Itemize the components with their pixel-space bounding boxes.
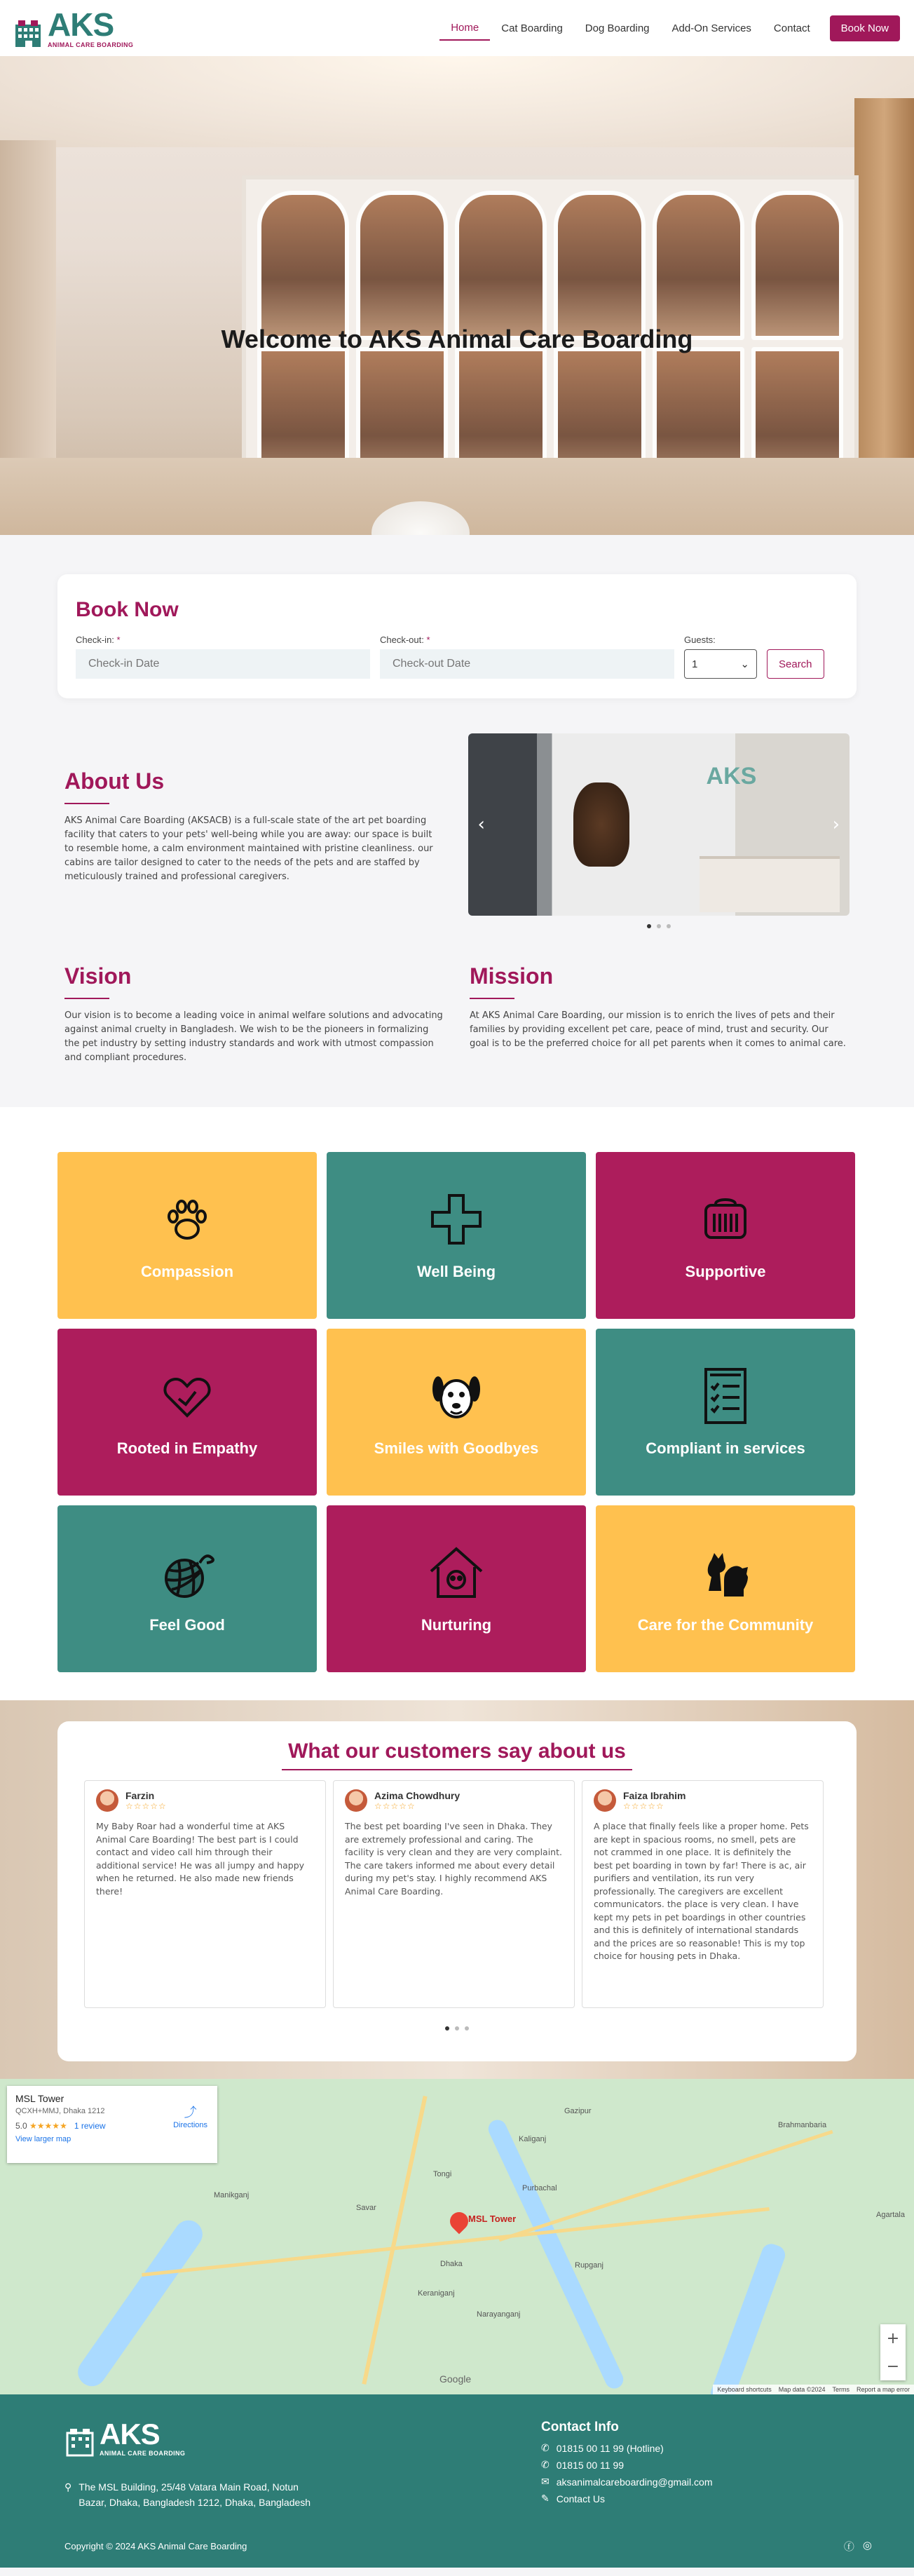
mission-text: At AKS Animal Care Boarding, our mission is to enrich the lives of pets and their families by providing excellent pet care, peace of mind, trust and security. Our goal is to be the preferred choice for all pet parents when it comes to animal care. <box>470 1010 846 1049</box>
zoom-in-button[interactable]: + <box>886 2329 900 2347</box>
testimonial-dots <box>84 2026 830 2031</box>
value-card-supportive <box>596 1152 855 1319</box>
reviews-list <box>84 1780 830 2008</box>
about-section <box>64 733 850 928</box>
map-pin-label: MSL Tower <box>468 2214 517 2224</box>
review-text: My Baby Roar had a wonderful time at AKS Animal Care Boarding! The best part is I could contact and video call him through their additional service! He was all jumpy and happy when he returned. He also made new friends there! <box>96 1821 305 1897</box>
search-button[interactable]: Search <box>767 649 824 679</box>
facebook-icon[interactable]: ⓕ <box>843 2541 854 2553</box>
map-rating: 5.0 ★★★★★ 1 review <box>15 2121 106 2131</box>
map-place-label: Rupganj <box>575 2261 603 2270</box>
carousel-dot[interactable] <box>647 924 651 928</box>
brand-name: AKS <box>48 6 114 43</box>
map-place-label: Gazipur <box>564 2107 592 2115</box>
hero-ceiling <box>0 56 914 147</box>
value-card-nurturing <box>327 1505 586 1672</box>
top-navbar <box>0 0 914 56</box>
carousel-dots <box>468 924 850 928</box>
checklist-icon <box>696 1367 755 1425</box>
copyright: Copyright © 2024 AKS Animal Care Boarding <box>64 2541 247 2551</box>
footer-address: ⚲ The MSL Building, 25/48 Vatara Main Road, Notun Bazar, Dhaka, Bangladesh 1212, Dhaka, Bangladesh <box>64 2479 317 2510</box>
guests-value: 1 <box>692 658 698 670</box>
brand-tagline: ANIMAL CARE BOARDING <box>48 41 134 48</box>
values-section <box>0 1107 914 1700</box>
guests-label: Guests: <box>684 635 716 645</box>
river <box>708 2241 788 2394</box>
map-place-label: Kaliganj <box>519 2135 547 2143</box>
instagram-icon[interactable]: ◎ <box>862 2540 872 2551</box>
nav-home[interactable]: Home <box>439 16 490 41</box>
review-card <box>84 1780 326 2008</box>
dog-face-icon <box>427 1367 486 1425</box>
carousel-next-icon[interactable]: › <box>832 814 840 835</box>
value-card-feel-good <box>57 1505 317 1672</box>
reception-sign: AKS <box>706 763 757 789</box>
about-carousel <box>468 733 850 928</box>
review-card <box>333 1780 575 2008</box>
values-grid <box>57 1152 857 1672</box>
value-label: Well Being <box>416 1263 496 1280</box>
footer-logo[interactable] <box>64 2420 317 2457</box>
brand-name: AKS <box>100 2418 160 2450</box>
avatar <box>96 1789 118 1812</box>
medical-cross-icon <box>427 1190 486 1249</box>
map-place-label: Keraniganj <box>418 2289 455 2298</box>
value-card-well-being <box>327 1152 586 1319</box>
testimonial-dot[interactable] <box>445 2026 449 2031</box>
yarn-ball-icon <box>158 1543 217 1602</box>
value-label: Compassion <box>140 1263 234 1280</box>
map-place-label: Manikganj <box>214 2191 250 2199</box>
rating-stars: ☆☆☆☆☆ <box>125 1801 167 1811</box>
rating-stars: ☆☆☆☆☆ <box>374 1801 416 1811</box>
review-card <box>582 1780 824 2008</box>
report-map-error-link[interactable]: Report a map error <box>856 2386 910 2393</box>
main-menu <box>439 15 900 41</box>
content-section <box>0 574 914 1700</box>
cat-and-dog-icon <box>696 1543 755 1602</box>
value-label: Nurturing <box>421 1616 492 1634</box>
book-now-button[interactable]: Book Now <box>830 15 900 41</box>
hotline-phone[interactable]: ✆ 01815 00 11 99 (Hotline) <box>541 2442 664 2454</box>
chevron-down-icon: ⌄ <box>740 658 749 670</box>
carousel-dot[interactable] <box>657 924 661 928</box>
guests-select[interactable] <box>684 649 757 679</box>
value-label: Care for the Community <box>637 1616 814 1634</box>
google-logo: Google <box>439 2373 472 2385</box>
hero-title: Welcome to AKS Animal Care Boarding <box>221 325 693 353</box>
about-title: About Us <box>64 768 165 794</box>
hero-banner <box>0 56 914 535</box>
map-reviews-link[interactable]: 1 review <box>74 2121 106 2131</box>
nav-dog-boarding[interactable]: Dog Boarding <box>585 22 650 34</box>
contact-title: Contact Info <box>541 2420 619 2434</box>
reviewer-name: Azima Chowdhury <box>374 1790 461 1801</box>
site-footer <box>0 2394 914 2568</box>
logo-building-icon <box>64 2426 97 2457</box>
testimonials-divider <box>282 1769 632 1770</box>
map-attribution <box>713 2385 914 2394</box>
review-text: A place that finally feels like a proper home. Pets are kept in spacious rooms, no smell, pets are not crammed in one place. It is definitely the best pet boarding in town by far! There is ac, air purifiers and ventilation, its run very professionally. The caregivers are excellent communicators. the place is very clean. I have kept my pets in pet boardings in other countries and this is definitely of international standards and the prices are so reasonable! This is my top choice for housing pets in Dhaka. <box>594 1821 809 1961</box>
value-card-compliant-in-services <box>596 1329 855 1496</box>
value-card-rooted-in-empathy <box>57 1329 317 1496</box>
logo-building-icon <box>13 18 45 48</box>
reviewer-name: Faiza Ibrahim <box>623 1790 686 1801</box>
value-label: Supportive <box>685 1263 766 1280</box>
checkout-input[interactable] <box>380 649 674 679</box>
value-card-smiles-with-goodbyes <box>327 1329 586 1496</box>
social-links <box>844 2539 872 2554</box>
about-divider <box>64 803 109 804</box>
checkin-label: Check-in: * <box>76 635 121 645</box>
testimonials-title: What our customers say about us <box>288 1740 626 1763</box>
checkout-label: Check-out: * <box>380 635 430 645</box>
value-label: Smiles with Goodbyes <box>374 1439 539 1457</box>
testimonial-dot[interactable] <box>455 2026 459 2031</box>
river <box>72 2215 207 2392</box>
booking-form <box>57 574 857 698</box>
vision-mission-section <box>64 963 850 1065</box>
testimonial-dot[interactable] <box>465 2026 469 2031</box>
heart-hand-icon <box>158 1367 217 1425</box>
dog-portrait-image <box>573 782 629 867</box>
phone-icon: ✆ <box>541 2442 550 2453</box>
reception-desk <box>700 856 840 912</box>
brand-logo[interactable] <box>13 8 133 48</box>
vision-text: Our vision is to become a leading voice in animal welfare solutions and advocating against animal cruelty in Bangladesh. We wish to be the pioneers in formalizing the pet industry by setting industry standards and work with utmost compassion and compliant procedures. <box>64 1010 443 1063</box>
about-text: AKS Animal Care Boarding (AKSACB) is a full-scale state of the art pet boarding facility that caters to your pets' well-being while you are away: our space is built to resemble home, a calm environment maintained with pristine cleanliness. our cabins are tailor designed to cater to the needs of the pets and are staffed by meticulously trained and professional caregivers. <box>64 815 433 882</box>
map-place-label: Brahmanbaria <box>778 2121 827 2129</box>
reviewer-name: Farzin <box>125 1790 155 1801</box>
rating-stars: ★★★★★ <box>29 2121 67 2131</box>
value-card-care-for-the-community <box>596 1505 855 1672</box>
nav-cat-boarding[interactable]: Cat Boarding <box>501 22 563 34</box>
map-place-label: Tongi <box>433 2170 452 2178</box>
map-address: QCXH+MMJ, Dhaka 1212 <box>15 2107 105 2115</box>
map-place-label: Narayanganj <box>477 2310 521 2319</box>
map-place-label: Purbachal <box>522 2184 557 2192</box>
view-larger-map-link[interactable]: View larger map <box>15 2135 71 2143</box>
vision-divider <box>64 998 109 999</box>
mission-block <box>470 963 850 1065</box>
keyboard-shortcuts-link[interactable]: Keyboard shortcuts <box>717 2386 772 2393</box>
terms-link[interactable]: Terms <box>832 2386 850 2393</box>
map-place-name: MSL Tower <box>15 2093 64 2104</box>
testimonials-section <box>0 1700 914 2079</box>
pet-house-icon <box>427 1543 486 1602</box>
zoom-out-button[interactable]: − <box>886 2357 900 2375</box>
mission-title: Mission <box>470 963 554 989</box>
envelope-icon: ✉ <box>541 2476 550 2487</box>
mission-divider <box>470 998 514 999</box>
carousel-prev-icon[interactable]: ‹ <box>477 814 485 835</box>
map-zoom-controls <box>880 2324 906 2380</box>
value-label: Rooted in Empathy <box>116 1439 258 1457</box>
location-map[interactable] <box>0 2079 914 2394</box>
map-info-card <box>7 2086 217 2163</box>
nav-add-on-services[interactable]: Add-On Services <box>671 22 751 34</box>
chat-icon: ✎ <box>541 2493 550 2504</box>
rating-stars: ☆☆☆☆☆ <box>623 1801 664 1811</box>
phone-number[interactable]: ✆ 01815 00 11 99 <box>541 2459 625 2471</box>
value-label: Compliant in services <box>646 1439 805 1457</box>
avatar <box>345 1789 367 1812</box>
nav-contact[interactable]: Contact <box>773 22 810 34</box>
value-card-compassion <box>57 1152 317 1319</box>
map-place-label: Dhaka <box>440 2260 463 2268</box>
map-data-label: Map data ©2024 <box>778 2386 826 2393</box>
carousel-slide <box>468 733 850 916</box>
contact-us-link[interactable]: ✎ Contact Us <box>541 2493 605 2504</box>
brand-tagline: ANIMAL CARE BOARDING <box>100 2450 186 2457</box>
review-text: The best pet boarding I've seen in Dhaka. They are extremely professional and caring. The facility is very clean and they are very complaint. The care takers informed me about every detail during my pet's stay. I highly recommend AKS Animal Care Boarding. <box>345 1821 562 1897</box>
email-link[interactable]: ✉ aksanimalcareboarding@gmail.com <box>541 2476 713 2488</box>
river <box>485 2117 626 2392</box>
road <box>362 2096 427 2385</box>
checkin-input[interactable] <box>76 649 370 679</box>
paw-icon <box>158 1190 217 1249</box>
contact-info <box>541 2420 850 2510</box>
location-pin-icon: ⚲ <box>64 2481 72 2493</box>
map-place-label: Savar <box>356 2204 376 2212</box>
directions-icon: ⤴ <box>184 2106 197 2120</box>
testimonials-card <box>57 1721 857 2061</box>
value-label: Feel Good <box>149 1616 225 1634</box>
carousel-dot[interactable] <box>667 924 671 928</box>
pet-carrier-icon <box>696 1190 755 1249</box>
map-place-label: Agartala <box>876 2211 905 2219</box>
vision-title: Vision <box>64 963 132 989</box>
directions-button[interactable]: ⤴ Directions <box>173 2103 207 2129</box>
avatar <box>594 1789 616 1812</box>
vision-block <box>64 963 444 1065</box>
phone-icon: ✆ <box>541 2459 550 2470</box>
booking-title: Book Now <box>76 598 179 621</box>
